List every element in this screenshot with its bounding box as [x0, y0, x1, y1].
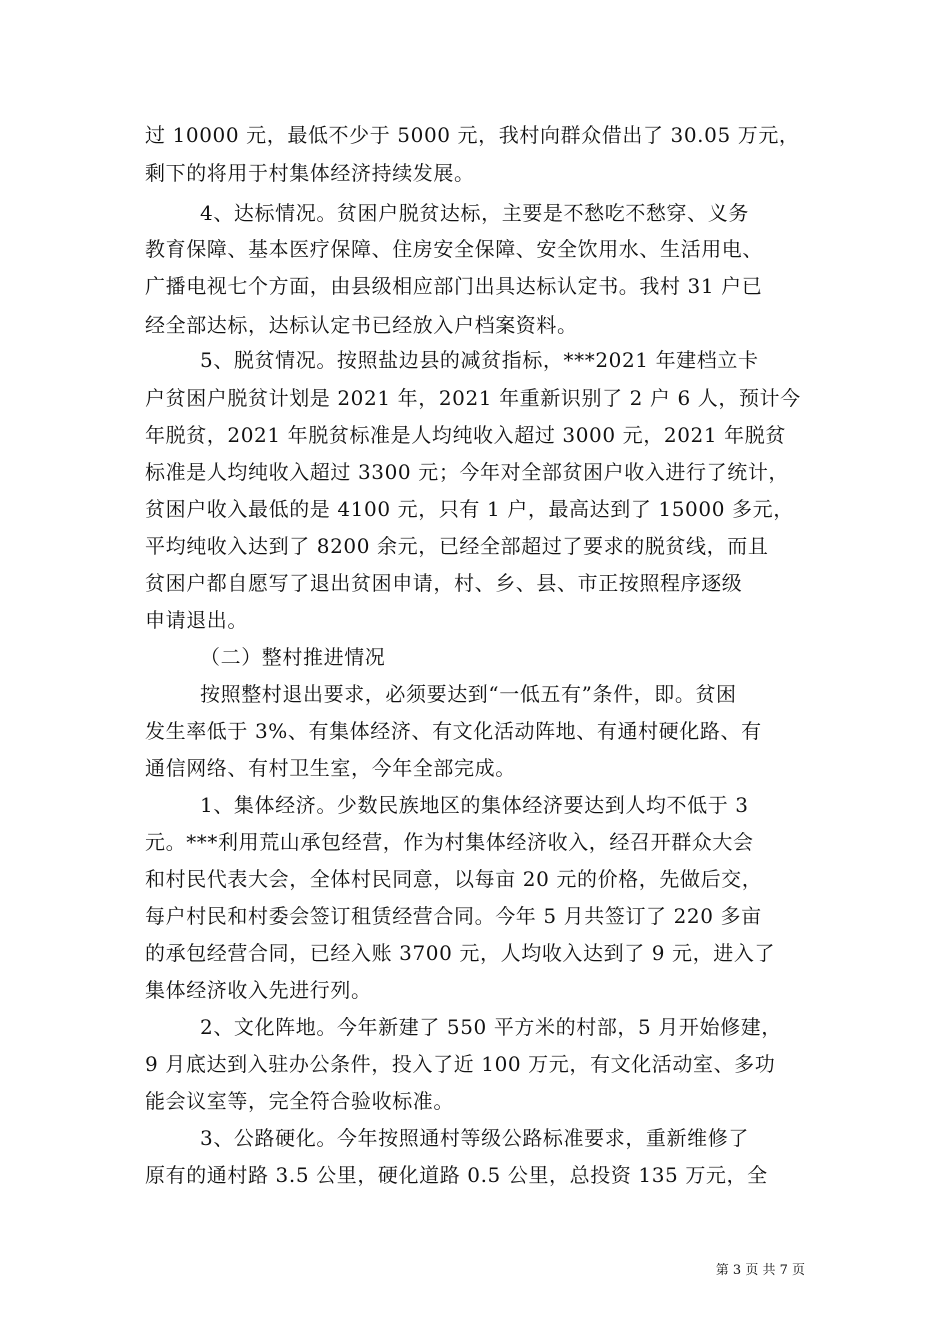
text-line: 1、集体经济。少数民族地区的集体经济要达到人均不低于 3: [200, 793, 749, 817]
text-line: 贫困户都自愿写了退出贫困申请，村、乡、县、市正按照程序逐级: [145, 571, 743, 595]
text-line: 按照整村退出要求，必须要达到“一低五有”条件，即。贫困: [200, 682, 737, 706]
text-line: 原有的通村路 3.5 公里，硬化道路 0.5 公里，总投资 135 万元，全: [145, 1163, 768, 1187]
text-line: 2、文化阵地。今年新建了 550 平方米的村部，5 月开始修建，: [200, 1015, 782, 1039]
text-line: 平均纯收入达到了 8200 余元，已经全部超过了要求的脱贫线，而且: [145, 534, 769, 558]
text-line: 发生率低于 3%、有集体经济、有文化活动阵地、有通村硬化路、有: [145, 719, 762, 743]
text-line: 元。***利用荒山承包经营，作为村集体经济收入，经召开群众大会: [145, 830, 754, 854]
section-heading: （二）整村推进情况: [200, 645, 386, 669]
text-line: 教育保障、基本医疗保障、住房安全保障、安全饮用水、生活用电、: [145, 237, 763, 261]
text-line: 的承包经营合同，已经入账 3700 元，人均收入达到了 9 元，进入了: [145, 941, 776, 965]
text-line: 过 10000 元，最低不少于 5000 元，我村向群众借出了 30.05 万元，: [145, 123, 800, 147]
text-line: 年脱贫，2021 年脱贫标准是人均纯收入超过 3000 元，2021 年脱贫: [145, 423, 786, 447]
text-line: 集体经济收入先进行列。: [145, 978, 372, 1002]
text-line: 经全部达标，达标认定书已经放入户档案资料。: [145, 313, 578, 337]
text-line: 4、达标情况。贫困户脱贫达标，主要是不愁吃不愁穿、义务: [200, 201, 749, 225]
page-number: 第 3 页 共 7 页: [715, 1263, 805, 1278]
text-line: 户贫困户脱贫计划是 2021 年，2021 年重新识别了 2 户 6 人，预计今: [145, 386, 801, 410]
text-line: 剩下的将用于村集体经济持续发展。: [145, 161, 475, 185]
text-line: 5、脱贫情况。按照盐边县的减贫指标，***2021 年建档立卡: [200, 348, 759, 372]
text-line: 每户村民和村委会签订租赁经营合同。今年 5 月共签订了 220 多亩: [145, 904, 762, 928]
text-line: 3、公路硬化。今年按照通村等级公路标准要求，重新维修了: [200, 1126, 749, 1150]
text-line: 标准是人均纯收入超过 3300 元；今年对全部贫困户收入进行了统计，: [145, 460, 790, 484]
text-line: 申请退出。: [145, 608, 248, 632]
text-line: 9 月底达到入驻办公条件，投入了近 100 万元，有文化活动室、多功: [145, 1052, 776, 1076]
text-line: 和村民代表大会，全体村民同意，以每亩 20 元的价格，先做后交，: [145, 867, 763, 891]
text-line: 广播电视七个方面，由县级相应部门出具达标认定书。我村 31 户已: [145, 274, 763, 298]
text-line: 贫困户收入最低的是 4100 元，只有 1 户，最高达到了 15000 多元，: [145, 497, 794, 521]
text-line: 能会议室等，完全符合验收标准。: [145, 1089, 454, 1113]
text-line: 通信网络、有村卫生室，今年全部完成。: [145, 756, 516, 780]
